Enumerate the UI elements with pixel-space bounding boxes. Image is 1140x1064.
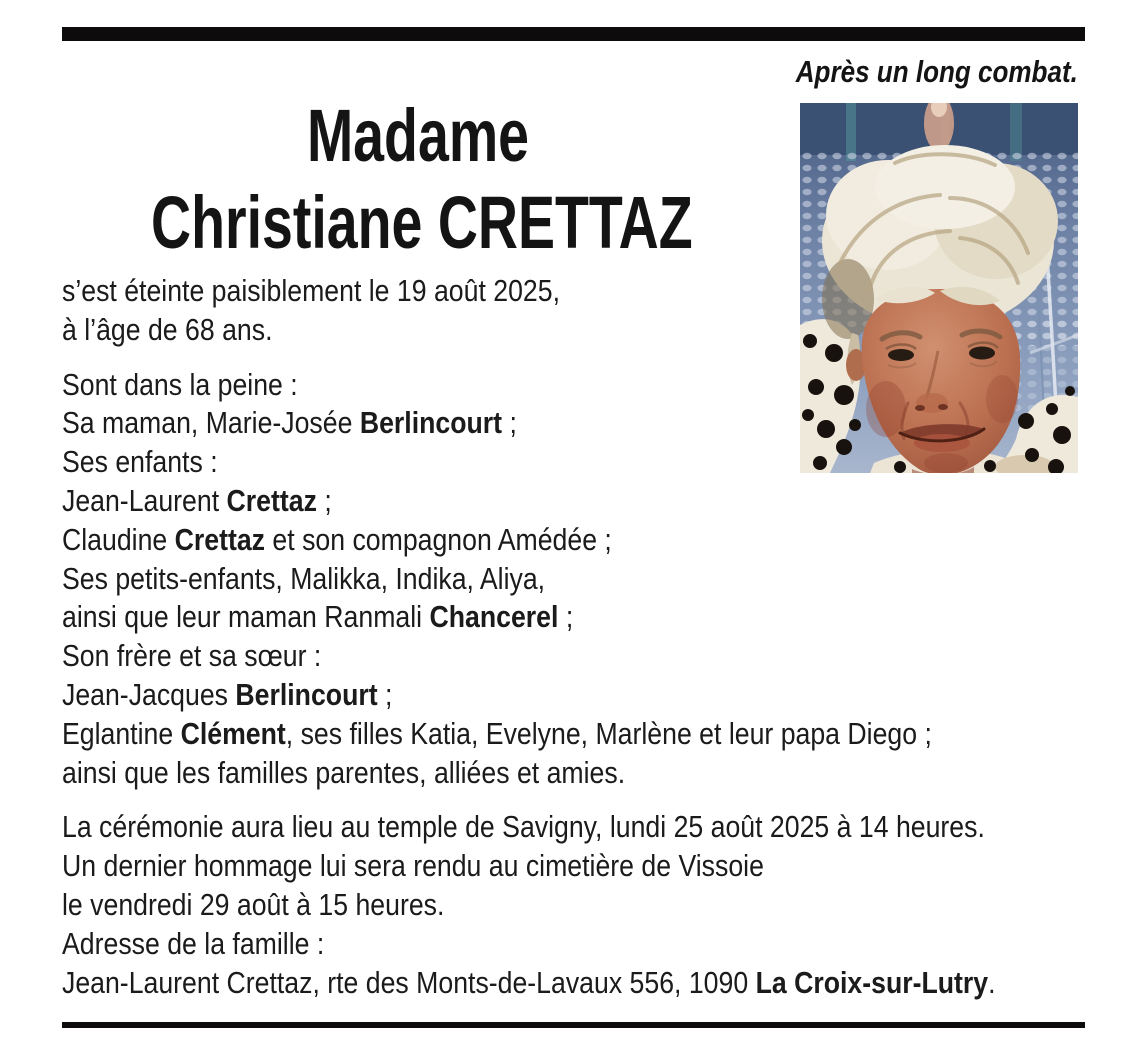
notice-line: Un dernier hommage lui sera rendu au cimetière de Vissoie	[62, 848, 764, 884]
notice-line: Adresse de la famille :	[62, 925, 325, 961]
notice-line: ainsi que leur maman Ranmali Chancerel ;	[62, 599, 574, 635]
bottom-rule	[62, 1022, 1085, 1028]
title-line-1: Madame	[306, 94, 530, 177]
notice-line: Son frère et sa sœur :	[62, 638, 322, 674]
notice-line: Ses petits-enfants, Malikka, Indika, Aliya,	[62, 560, 546, 596]
notice-line: Jean-Laurent Crettaz, rte des Monts-de-Lavaux 556, 1090 La Croix-sur-Lutry.	[62, 964, 996, 1000]
body-text	[62, 272, 996, 1002]
epigraph: Après un long combat.	[795, 54, 1078, 89]
notice-line: le vendredi 29 août à 15 heures.	[62, 886, 445, 922]
paragraph	[62, 808, 996, 1002]
notice-line: Jean-Jacques Berlincourt ;	[62, 676, 393, 712]
paragraph	[62, 272, 996, 350]
notice-line: Claudine Crettaz et son compagnon Amédée ;	[62, 521, 612, 557]
top-rule	[62, 27, 1085, 41]
paragraph	[62, 366, 996, 793]
notice-line: ainsi que les familles parentes, alliées et amies.	[62, 754, 626, 790]
notice-line: à l’âge de 68 ans.	[62, 311, 273, 347]
title-line-2: Christiane CRETTAZ	[151, 181, 693, 264]
deceased-name-title	[151, 92, 693, 266]
notice-line: Eglantine Clément, ses filles Katia, Evelyne, Marlène et leur papa Diego ;	[62, 715, 932, 751]
notice-line: Sont dans la peine :	[62, 366, 298, 402]
notice-line: Sa maman, Marie-Josée Berlincourt ;	[62, 405, 517, 441]
notice-line: s’est éteinte paisiblement le 19 août 2025,	[62, 273, 560, 308]
notice-line: Jean-Laurent Crettaz ;	[62, 482, 332, 518]
notice-line: La cérémonie aura lieu au temple de Savigny, lundi 25 août 2025 à 14 heures.	[62, 809, 985, 845]
notice-line: Ses enfants :	[62, 444, 218, 480]
